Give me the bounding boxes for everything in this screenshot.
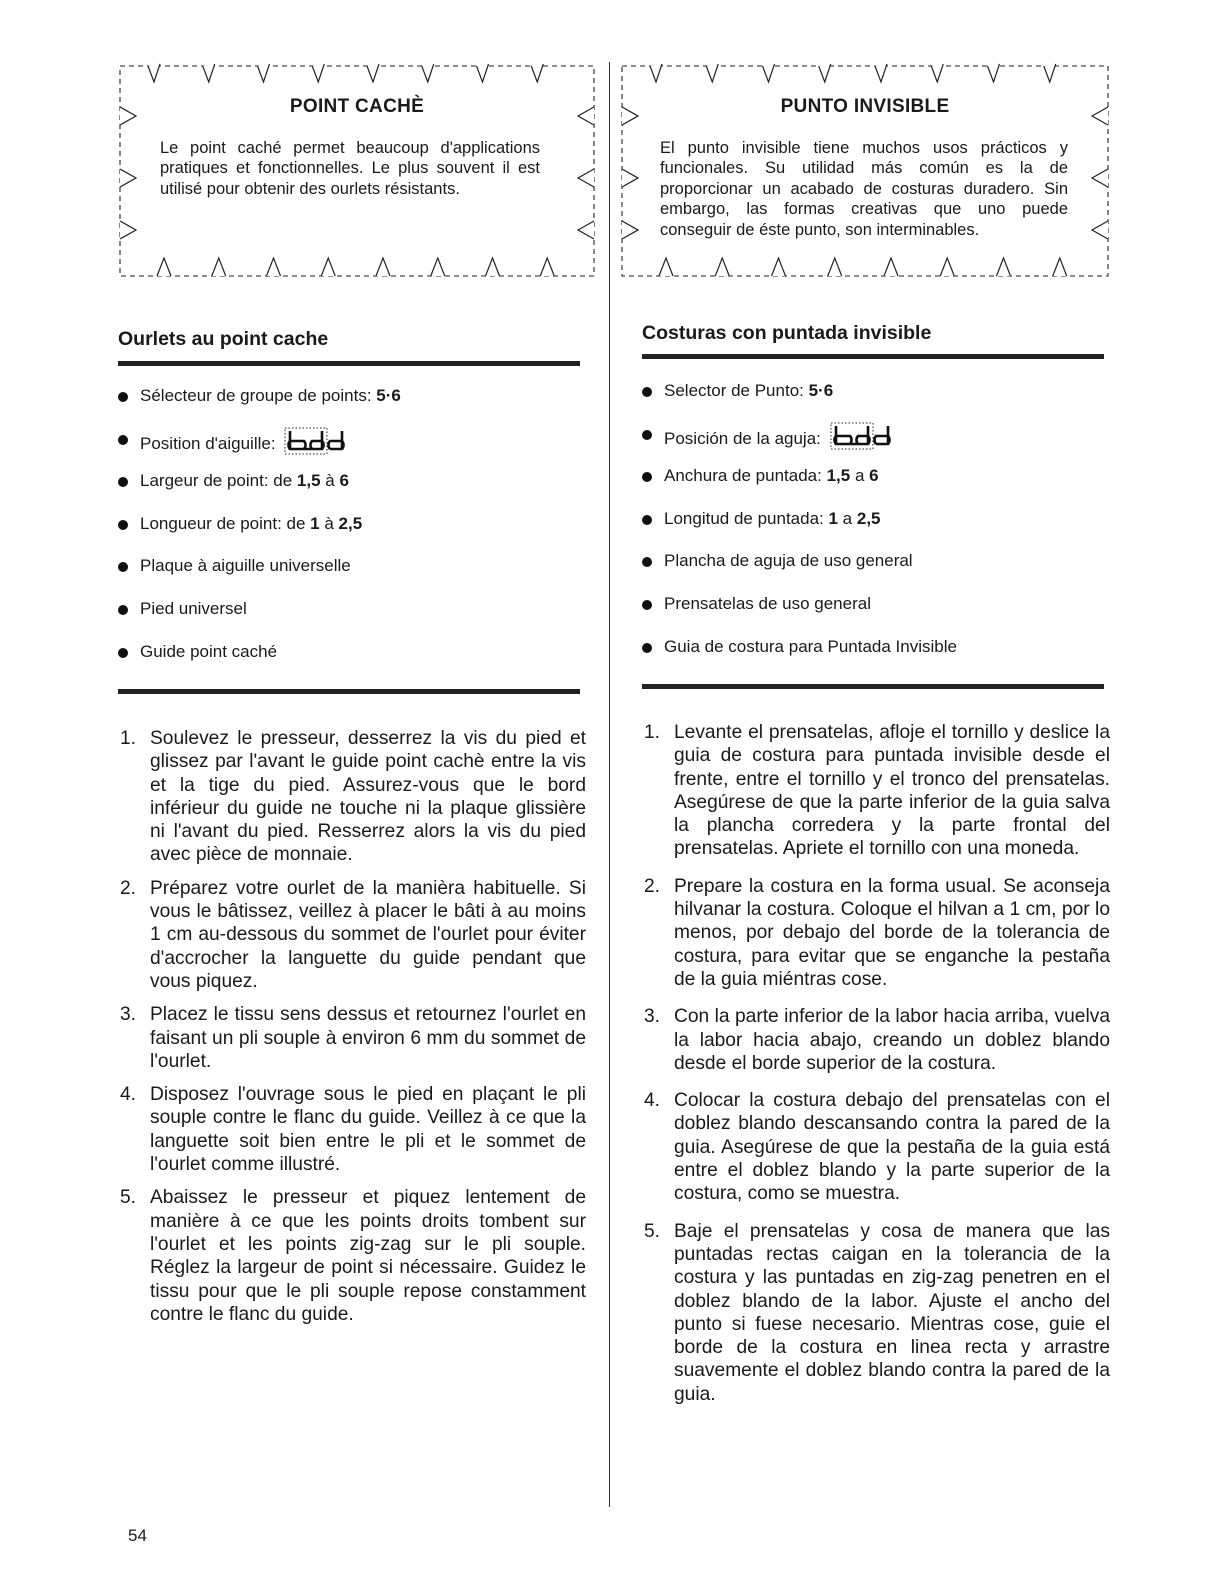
setting-label: Position d'aiguille: (140, 433, 281, 453)
settings-list (118, 384, 588, 682)
setting-value-max: 6 (869, 466, 879, 486)
box-title: POINT CACHÈ (289, 96, 425, 117)
intro-box-spanish (620, 60, 1110, 278)
step-number: 1. (120, 728, 137, 749)
bullet-icon (642, 557, 652, 567)
setting-value: 1,5 (826, 466, 851, 486)
setting-label: Selector de Punto: (664, 381, 809, 400)
setting-value: 1,5 (296, 471, 321, 491)
setting-item (642, 422, 1112, 465)
setting-label: Prensatelas de uso general (664, 593, 871, 613)
bullet-icon (642, 515, 652, 525)
rule-top (642, 354, 1104, 359)
step-number: 2. (120, 877, 137, 899)
setting-item (642, 592, 1112, 635)
page-number: 54 (128, 1526, 147, 1545)
bullet-icon (118, 648, 128, 658)
setting-item (642, 379, 1112, 422)
setting-label: Longueur de point: de (140, 513, 311, 533)
bullet-icon (118, 520, 128, 530)
step-item (118, 1003, 586, 1073)
step-number: 5. (644, 1220, 661, 1242)
step-number: 2. (644, 875, 661, 897)
step-text: Préparez votre ourlet de la manièra habituelle. Si vous le bâtissez, veillez à placer le bâti à au moins 1 cm au-dessous du sommet de l'ourlet pour éviter d'accrocher la languette du guide pendant que vous piquez. (150, 877, 586, 992)
step-text: Levante el prensatelas, afloje el tornillo y deslice la guia de costura para puntada invisible desde el frente, entre el tornillo y el tronco del prensatelas. Asegúrese de que la parte inferior de la guia salva la plancha corredera y la parte frontal del prensatelas. Apriete el tornillo con una moneda. (674, 722, 1110, 860)
needle-position-icon (830, 422, 904, 450)
setting-label: Plaque à aiguille universelle (140, 556, 351, 576)
bullet-icon (118, 562, 128, 572)
box-title: PUNTO INVISIBLE (780, 96, 950, 117)
needle-position-icon (284, 427, 358, 455)
setting-value: 5·6 (808, 381, 834, 400)
step-item (642, 1005, 1110, 1075)
setting-connector: à (320, 471, 340, 491)
box-text: Le point caché permet beaucoup d'applications pratiques et fonctionnelles. Le plus souvent il est utilisé pour obtenir des ourlets résistants. (160, 139, 540, 198)
setting-value-max: 6 (339, 471, 349, 491)
step-item (642, 875, 1110, 991)
bullet-icon (642, 472, 652, 482)
setting-item (118, 597, 588, 640)
step-text: Baje el prensatelas y cosa de manera que las puntadas rectas caigan en la tolerancia de la costura y las puntadas en zig-zag penetren en el doblez blando de la labor. Ajuste el ancho del punto si fuese necesario. Mientras cose, guie el borde de la costura en linea recta y arrastre suavemente el doblez blando contra la pared de la guia. (674, 1220, 1110, 1405)
setting-item (642, 635, 1112, 678)
step-item (118, 877, 586, 993)
setting-value-max: 2,5 (338, 513, 363, 533)
step-number: 4. (644, 1090, 661, 1112)
bullet-icon (642, 430, 652, 440)
bullet-icon (118, 605, 128, 615)
section-title: Costuras con puntada invisible (642, 322, 932, 344)
rule-top (118, 361, 580, 366)
steps-list (118, 727, 588, 1336)
setting-item (642, 507, 1112, 550)
step-item (642, 721, 1110, 861)
step-text: Placez le tissu sens dessus et retournez l'ourlet en faisant un pli souple à environ 6 mm du sommet de l'ourlet. (150, 1004, 586, 1072)
setting-label: Pied universel (140, 598, 247, 618)
setting-connector: a (850, 466, 870, 486)
setting-item (118, 469, 588, 512)
step-text: Soulevez le presseur, desserrez la vis du pied et glissez par l'avant le guide point cachè entre la vis et la tige du pied. Assurez-vous que le bord inférieur du guide ne touche ni la plaque glissière ni l'avant du pied. Resserrez alors la vis du pied avec pièce de monnaie. (150, 728, 586, 866)
bullet-icon (118, 435, 128, 445)
setting-label: Posición de la aguja: (664, 428, 826, 448)
bullet-icon (642, 600, 652, 610)
step-item (642, 1089, 1110, 1205)
setting-value: 5·6 (376, 386, 401, 405)
step-number: 4. (120, 1084, 137, 1106)
setting-label: Anchura de puntada: (664, 466, 827, 486)
setting-label: Plancha de aguja de uso general (664, 551, 913, 571)
step-number: 3. (644, 1006, 661, 1028)
bullet-icon (642, 387, 652, 397)
step-text: Colocar la costura debajo del prensatelas con el doblez blando descansando contra la pared de la guia. Asegúrese de que la pestaña de la guia está entre el doblez blando y la parte superior de la costura, como se muestra. (674, 1090, 1110, 1205)
setting-label: Largeur de point: de (140, 471, 297, 491)
step-text: Con la parte inferior de la labor hacia arriba, vuelva la labor hacia abajo, creando un doblez blando desde el borde superior de la costura. (674, 1006, 1110, 1074)
step-number: 5. (120, 1187, 137, 1209)
setting-label: Guia de costura para Puntada Invisible (664, 636, 957, 656)
setting-item (118, 512, 588, 555)
box-text: El punto invisible tiene muchos usos prácticos y funcionales. Su utilidad más común es la de proporcionar un acabado de costuras duradero. Sin embargo, las formas creativas que uno puede conseguir de éste punto, son interminables. (660, 139, 1068, 239)
steps-list (642, 721, 1112, 1420)
column-divider (609, 62, 610, 1507)
step-item (118, 1186, 586, 1326)
setting-item (642, 464, 1112, 507)
setting-label: Longitud de puntada: (664, 508, 829, 528)
step-text: Abaissez le presseur et piquez lentement de manière à ce que les points droits tombent sur l'ourlet et les points zig-zag sur le pli souple. Réglez la largeur de point si nécessaire. Guidez le tissu pour que le pli souple repose constamment contre le flanc du guide. (150, 1187, 586, 1325)
setting-item (118, 427, 588, 470)
section-title: Ourlets au point cache (118, 328, 329, 350)
step-number: 3. (120, 1004, 137, 1026)
step-item (642, 1220, 1110, 1406)
step-item (118, 727, 586, 867)
intro-box-french (118, 60, 596, 278)
rule-bottom (118, 689, 580, 694)
bullet-icon (118, 392, 128, 402)
bullet-icon (642, 643, 652, 653)
setting-item (118, 640, 588, 683)
settings-list (642, 379, 1112, 677)
setting-item (118, 554, 588, 597)
step-number: 1. (644, 722, 661, 743)
setting-value: 1 (828, 508, 838, 528)
setting-label: Sélecteur de groupe de points: (140, 386, 377, 405)
setting-connector: a (837, 508, 857, 528)
setting-connector: à (319, 513, 339, 533)
setting-item (642, 549, 1112, 592)
step-text: Prepare la costura en la forma usual. Se aconseja hilvanar la costura. Coloque el hilvan a 1 cm, por lo menos, por debajo del borde de la tolerancia de costura, para evitar que se enganche la pestaña de la guia miéntras cose. (674, 875, 1110, 990)
bullet-icon (118, 477, 128, 487)
rule-bottom (642, 684, 1104, 689)
setting-value: 1 (310, 513, 320, 533)
setting-value-max: 2,5 (856, 508, 881, 528)
setting-item (118, 384, 588, 427)
setting-label: Guide point caché (140, 641, 278, 661)
step-item (118, 1083, 586, 1176)
step-text: Disposez l'ouvrage sous le pied en plaçant le pli souple contre le flanc du guide. Veillez à ce que la languette soit bien entre le pli et le sommet de l'ourlet comme illustré. (150, 1084, 586, 1176)
